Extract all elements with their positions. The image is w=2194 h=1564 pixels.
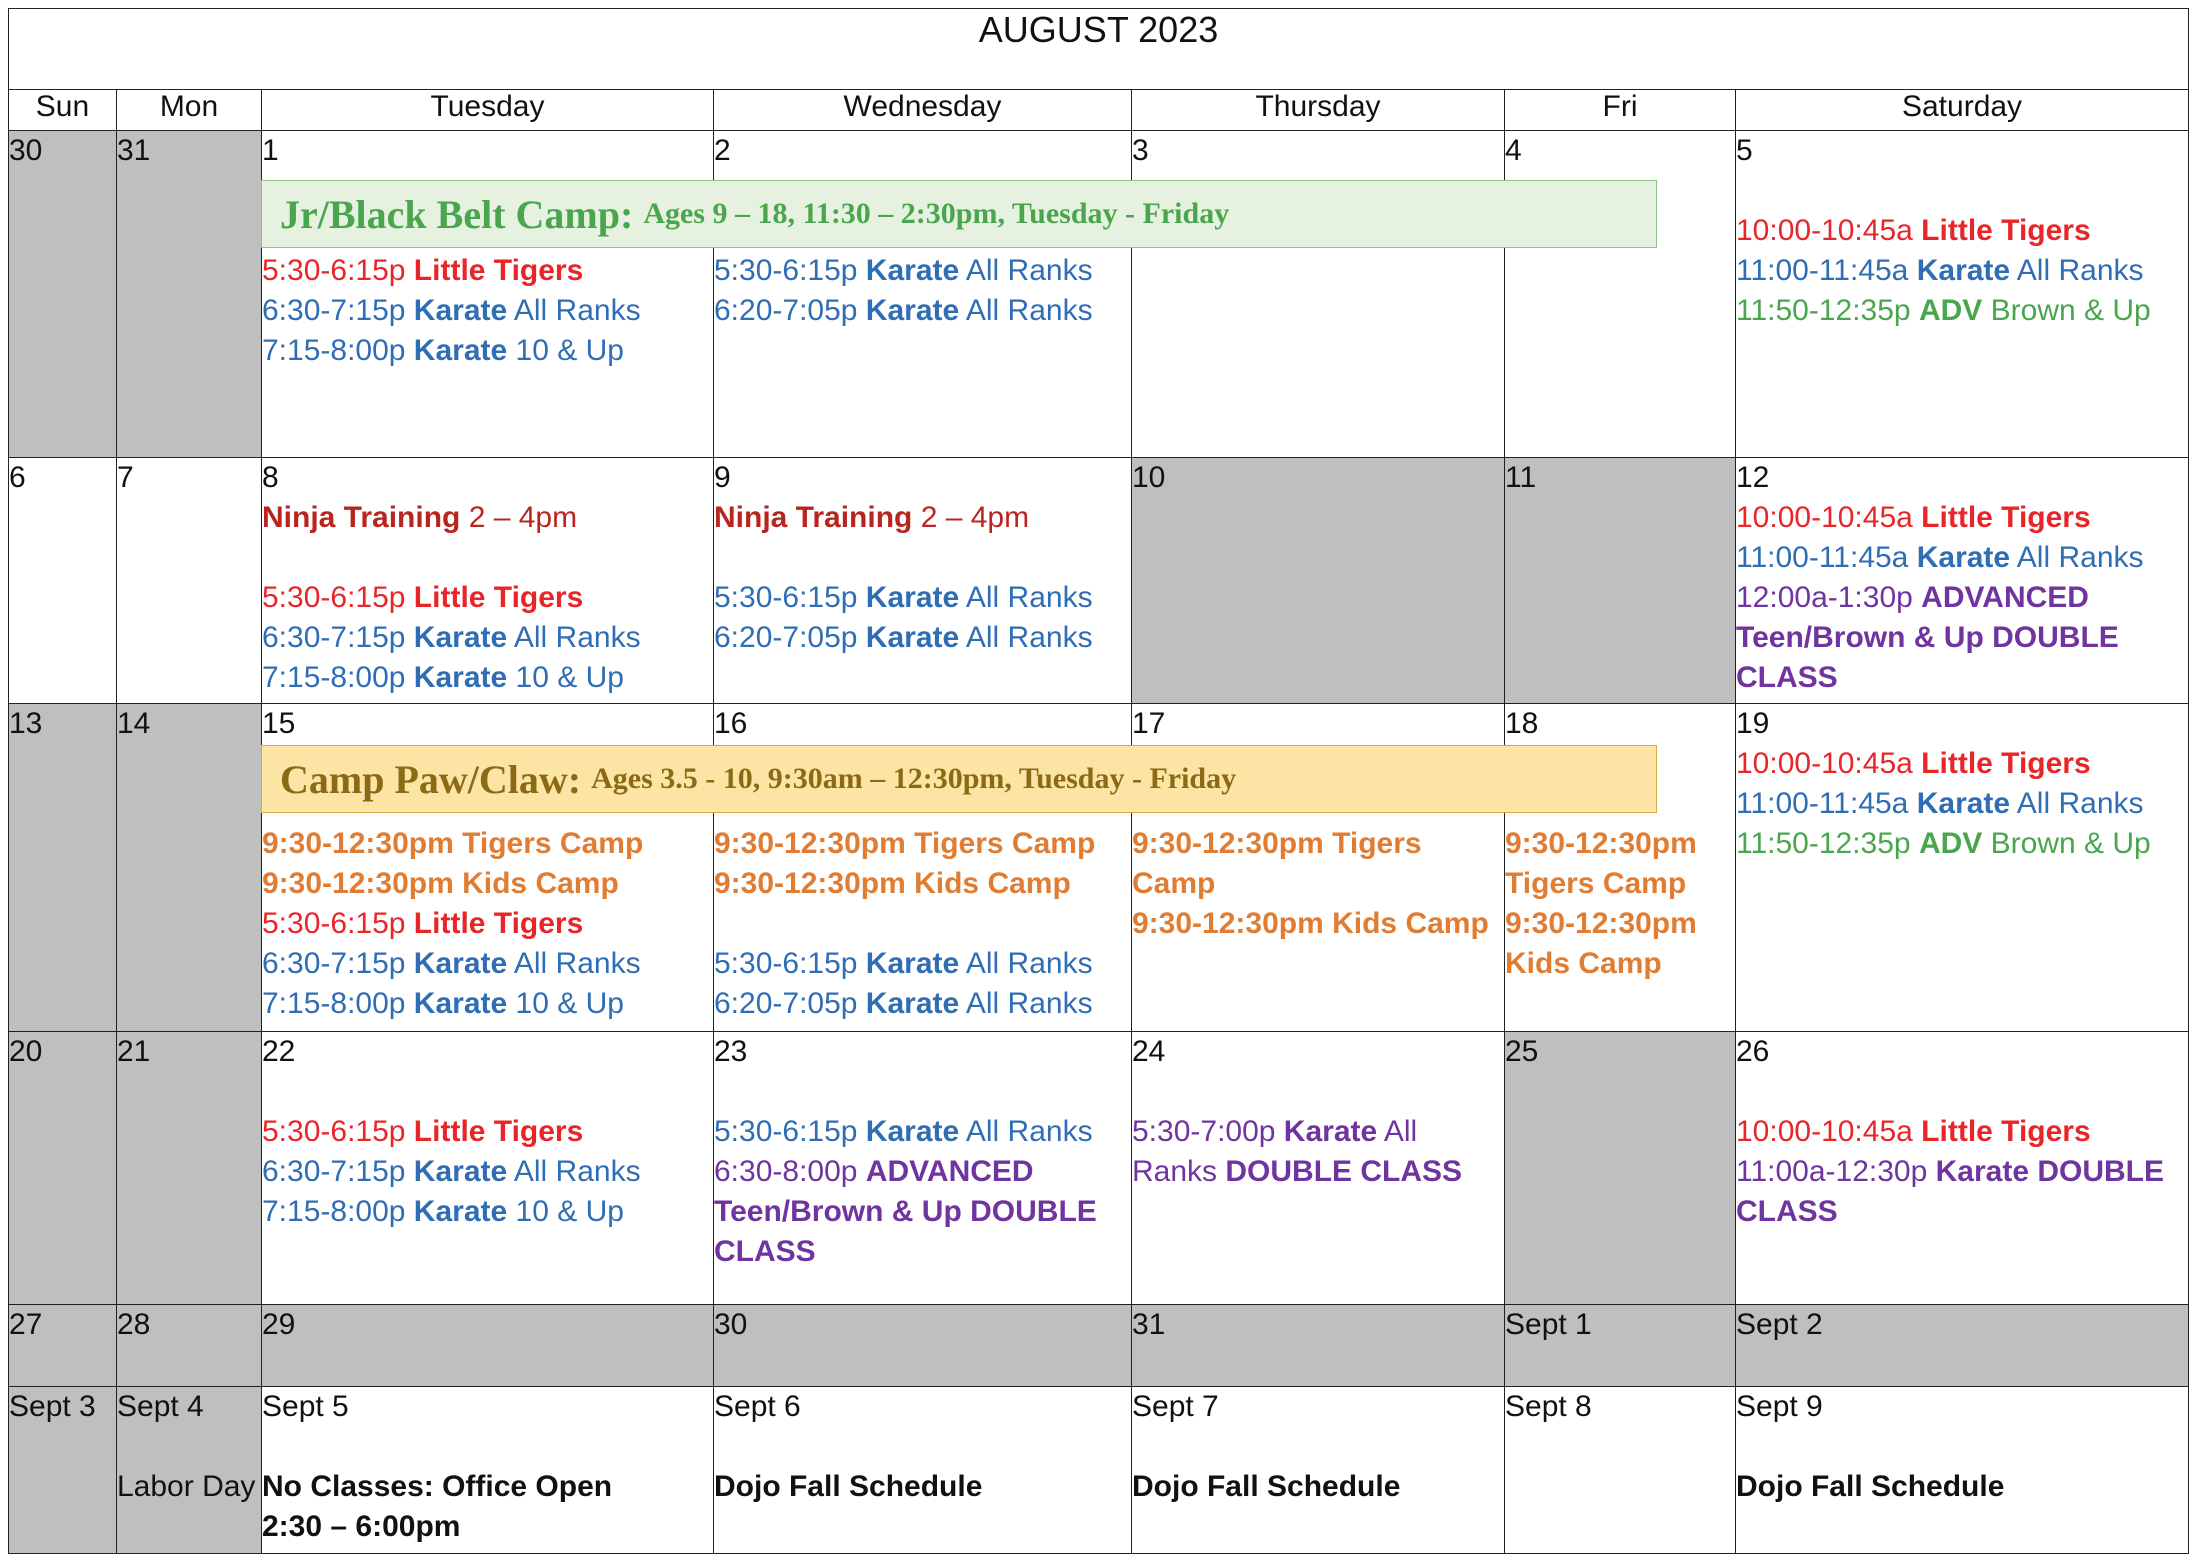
event-line: 6:30-8:00p ADVANCED Teen/Brown & Up DOUBLE CLASS: [714, 1155, 1097, 1269]
day-cell: [1736, 131, 2189, 458]
day-cell: [9, 1387, 117, 1554]
day-number: 24: [1132, 1035, 1166, 1069]
day-number: 12: [1736, 461, 1770, 495]
camp-line: 9:30-12:30pm Kids Camp: [262, 867, 619, 901]
event-line: 6:20-7:05p Karate All Ranks: [714, 987, 1093, 1021]
event-line: 5:30-6:15p Karate All Ranks: [714, 254, 1093, 288]
day-number: 30: [9, 134, 43, 168]
day-number: 15: [262, 707, 296, 741]
event-line: 10:00-10:45a Little Tigers: [1736, 1115, 2091, 1149]
event-line: 5:30-6:15p Karate All Ranks: [714, 1115, 1093, 1149]
day-cell: [117, 131, 262, 458]
event-line: 6:20-7:05p Karate All Ranks: [714, 621, 1093, 655]
day-number: Sept 5: [262, 1390, 349, 1424]
holiday-note: Labor Day: [117, 1470, 256, 1504]
event-line: 5:30-6:15p Little Tigers: [262, 581, 584, 615]
calendar-title: AUGUST 2023: [9, 9, 2189, 90]
day-number: 23: [714, 1035, 748, 1069]
day-cell: [1736, 1305, 2189, 1387]
day-number: Sept 1: [1505, 1308, 1592, 1342]
event-line: 6:20-7:05p Karate All Ranks: [714, 294, 1093, 328]
event-line: 6:30-7:15p Karate All Ranks: [262, 947, 641, 981]
day-number: Sept 8: [1505, 1390, 1592, 1424]
day-cell: [1132, 1305, 1505, 1387]
event-line: 5:30-7:00p Karate All Ranks DOUBLE CLASS: [1132, 1115, 1463, 1189]
event-line: 5:30-6:15p Karate All Ranks: [714, 947, 1093, 981]
event-line: 5:30-6:15p Karate All Ranks: [714, 581, 1093, 615]
day-number: 5: [1736, 134, 1753, 168]
camp-line: 9:30-12:30pm Tigers Camp: [1132, 827, 1422, 901]
day-cell: [262, 458, 714, 704]
day-number: 31: [117, 134, 151, 168]
day-number: 29: [262, 1308, 296, 1342]
schedule-note: Dojo Fall Schedule: [1736, 1470, 2005, 1504]
day-cell: [9, 704, 117, 1032]
day-number: 3: [1132, 134, 1149, 168]
day-number: Sept 7: [1132, 1390, 1219, 1424]
event-line: 10:00-10:45a Little Tigers: [1736, 214, 2091, 248]
banner-detail: Ages 9 – 18, 11:30 – 2:30pm, Tuesday - Friday: [643, 197, 1230, 230]
event-line: 7:15-8:00p Karate 10 & Up: [262, 334, 624, 368]
camp-line: 9:30-12:30pm Tigers Camp: [1505, 827, 1697, 901]
day-number: 20: [9, 1035, 43, 1069]
day-cell: [1505, 1387, 1736, 1554]
day-header-fri: Fri: [1505, 90, 1736, 131]
day-header-mon: Mon: [117, 90, 262, 131]
day-cell: [1505, 1305, 1736, 1387]
office-note: No Classes: Office Open 2:30 – 6:00pm: [262, 1470, 613, 1544]
day-cell: [9, 131, 117, 458]
day-cell: [1132, 1032, 1505, 1305]
ninja-training-line: Ninja Training 2 – 4pm: [714, 501, 1030, 535]
day-cell: [9, 458, 117, 704]
day-number: 19: [1736, 707, 1770, 741]
camp-line: 9:30-12:30pm Kids Camp: [1505, 907, 1697, 981]
event-line: 11:00-11:45a Karate All Ranks: [1736, 541, 2144, 575]
day-number: Sept 4: [117, 1390, 204, 1424]
schedule-note: Dojo Fall Schedule: [714, 1470, 983, 1504]
event-line: 5:30-6:15p Little Tigers: [262, 1115, 584, 1149]
day-header-sun: Sun: [9, 90, 117, 131]
event-line: 10:00-10:45a Little Tigers: [1736, 501, 2091, 535]
day-number: 28: [117, 1308, 151, 1342]
event-line: 11:00-11:45a Karate All Ranks: [1736, 254, 2144, 288]
day-cell: [9, 1032, 117, 1305]
day-cell: [714, 1032, 1132, 1305]
day-header-wed: Wednesday: [714, 90, 1132, 131]
day-number: 22: [262, 1035, 296, 1069]
day-number: 14: [117, 707, 151, 741]
day-number: Sept 2: [1736, 1308, 1823, 1342]
camp-line: 9:30-12:30pm Tigers Camp: [714, 827, 1096, 861]
ninja-training-line: Ninja Training 2 – 4pm: [262, 501, 578, 535]
event-line: 12:00a-1:30p ADVANCED Teen/Brown & Up DOUBLE CLASS: [1736, 581, 2119, 695]
event-line: 11:00-11:45a Karate All Ranks: [1736, 787, 2144, 821]
week-row: [9, 458, 2189, 704]
black-belt-camp-banner: [261, 180, 1657, 248]
camp-line: 9:30-12:30pm Kids Camp: [714, 867, 1071, 901]
day-cell: [262, 1305, 714, 1387]
event-line: 6:30-7:15p Karate All Ranks: [262, 294, 641, 328]
day-number: 9: [714, 461, 731, 495]
day-cell: [117, 1032, 262, 1305]
day-cell: [1736, 1032, 2189, 1305]
day-number: 21: [117, 1035, 151, 1069]
banner-detail: Ages 3.5 - 10, 9:30am – 12:30pm, Tuesday - Friday: [591, 762, 1237, 795]
day-number: 1: [262, 134, 279, 168]
camp-line: 9:30-12:30pm Tigers Camp: [262, 827, 644, 861]
schedule-note: Dojo Fall Schedule: [1132, 1470, 1401, 1504]
day-number: 31: [1132, 1308, 1166, 1342]
banner-title: Jr/Black Belt Camp:: [280, 191, 634, 237]
event-line: 7:15-8:00p Karate 10 & Up: [262, 987, 624, 1021]
camp-line: 9:30-12:30pm Kids Camp: [1132, 907, 1489, 941]
event-line: 7:15-8:00p Karate 10 & Up: [262, 661, 624, 695]
day-cell: [117, 1387, 262, 1554]
day-header-thu: Thursday: [1132, 90, 1505, 131]
day-number: 16: [714, 707, 748, 741]
day-number: 6: [9, 461, 26, 495]
day-number: 26: [1736, 1035, 1770, 1069]
day-number: 7: [117, 461, 134, 495]
day-number: 25: [1505, 1035, 1539, 1069]
day-header-row: [9, 90, 2189, 131]
day-cell: [1505, 1032, 1736, 1305]
day-header-tue: Tuesday: [262, 90, 714, 131]
day-number: 27: [9, 1308, 43, 1342]
day-cell: [714, 1305, 1132, 1387]
day-number: Sept 9: [1736, 1390, 1823, 1424]
banner-title: Camp Paw/Claw:: [280, 756, 582, 802]
day-number: 17: [1132, 707, 1166, 741]
day-cell: [262, 1387, 714, 1554]
day-number: Sept 6: [714, 1390, 801, 1424]
day-cell: [714, 1387, 1132, 1554]
event-line: 11:00a-12:30p Karate DOUBLE CLASS: [1736, 1155, 2165, 1229]
day-cell: [1132, 458, 1505, 704]
day-cell: [1505, 458, 1736, 704]
event-line: 11:50-12:35p ADV Brown & Up: [1736, 294, 2151, 328]
event-line: 10:00-10:45a Little Tigers: [1736, 747, 2091, 781]
day-number: 13: [9, 707, 43, 741]
week-row: [9, 1305, 2189, 1387]
day-cell: [9, 1305, 117, 1387]
day-cell: [1736, 704, 2189, 1032]
day-number: 10: [1132, 461, 1166, 495]
day-number: 30: [714, 1308, 748, 1342]
day-header-sat: Saturday: [1736, 90, 2189, 131]
day-number: 8: [262, 461, 279, 495]
day-cell: [714, 458, 1132, 704]
day-number: 18: [1505, 707, 1539, 741]
day-number: 2: [714, 134, 731, 168]
event-line: 11:50-12:35p ADV Brown & Up: [1736, 827, 2151, 861]
paw-claw-camp-banner: [261, 745, 1657, 813]
event-line: 7:15-8:00p Karate 10 & Up: [262, 1195, 624, 1229]
day-cell: [117, 458, 262, 704]
event-line: 6:30-7:15p Karate All Ranks: [262, 1155, 641, 1189]
day-cell: [1132, 1387, 1505, 1554]
week-row: [9, 1032, 2189, 1305]
day-number: Sept 3: [9, 1390, 96, 1424]
event-line: 5:30-6:15p Little Tigers: [262, 907, 584, 941]
event-line: 5:30-6:15p Little Tigers: [262, 254, 584, 288]
day-number: 4: [1505, 134, 1522, 168]
day-number: 11: [1505, 461, 1537, 495]
day-cell: [117, 1305, 262, 1387]
day-cell: [1736, 1387, 2189, 1554]
day-cell: [262, 1032, 714, 1305]
day-cell: [117, 704, 262, 1032]
day-cell: [1736, 458, 2189, 704]
event-line: 6:30-7:15p Karate All Ranks: [262, 621, 641, 655]
week-row: [9, 1387, 2189, 1554]
